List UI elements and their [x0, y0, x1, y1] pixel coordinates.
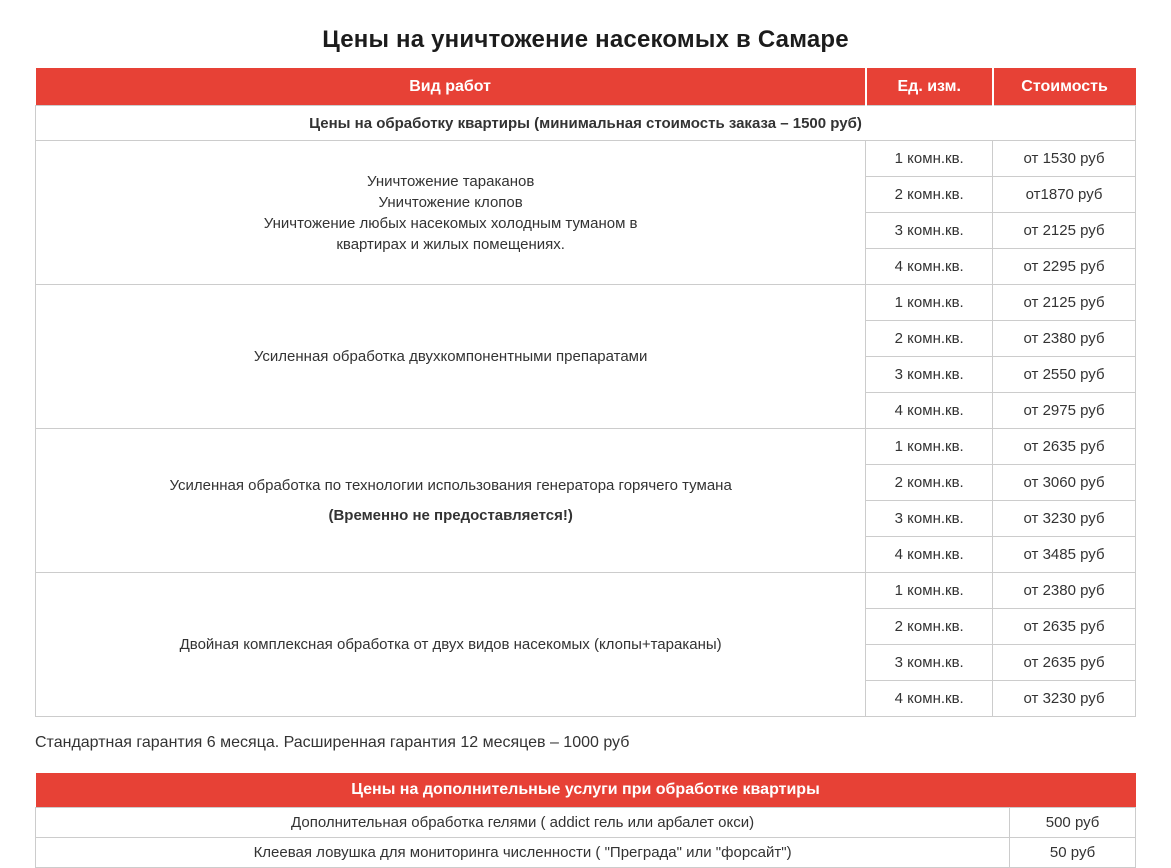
service-description-line: квартирах и жилых помещениях. [336, 235, 565, 253]
unit-cell: 2 комн.кв. [866, 321, 993, 357]
service-description [46, 346, 855, 367]
price-cell: от 2550 руб [993, 357, 1136, 393]
section-header: Цены на обработку квартиры (минимальная стоимость заказа – 1500 руб) [36, 106, 1136, 141]
price-cell: от 2125 руб [993, 285, 1136, 321]
price-cell: от1870 руб [993, 177, 1136, 213]
service-description-line: Двойная комплексная обработка от двух видов насекомых (клопы+тараканы) [179, 636, 722, 653]
price-cell: от 2380 руб [993, 321, 1136, 357]
extra-service-cell: Дополнительная обработка гелями ( addict гель или арбалет окси) [36, 808, 1010, 838]
extras-price-table [35, 773, 1136, 868]
service-description-cell [36, 429, 866, 573]
column-header-price: Стоимость [993, 68, 1136, 106]
service-description-line: Усиленная обработка по технологии использования генератора горячего тумана [169, 477, 732, 494]
unit-cell: 1 комн.кв. [866, 429, 993, 465]
unit-cell: 1 комн.кв. [866, 141, 993, 177]
price-cell: от 2295 руб [993, 249, 1136, 285]
price-cell: от 3485 руб [993, 537, 1136, 573]
price-cell: от 2635 руб [993, 609, 1136, 645]
price-cell: от 2635 руб [993, 645, 1136, 681]
unit-cell: 1 комн.кв. [866, 573, 993, 609]
unit-cell: 4 комн.кв. [866, 249, 993, 285]
price-cell: 50 руб [1010, 838, 1136, 868]
service-description [46, 475, 855, 496]
service-description-cell [36, 285, 866, 429]
table-row [36, 838, 1136, 868]
price-cell: от 1530 руб [993, 141, 1136, 177]
main-price-table [35, 68, 1136, 717]
unit-cell: 2 комн.кв. [866, 177, 993, 213]
price-cell: от 2975 руб [993, 393, 1136, 429]
unit-cell: 3 комн.кв. [866, 501, 993, 537]
service-unavailable-note: (Временно не предоставляется!) [328, 507, 573, 524]
table-row [36, 429, 1136, 465]
extra-service-cell: Клеевая ловушка для мониторинга численности ( "Преграда" или "форсайт") [36, 838, 1010, 868]
unit-cell: 3 комн.кв. [866, 213, 993, 249]
unit-cell: 4 комн.кв. [866, 537, 993, 573]
price-cell: от 2380 руб [993, 573, 1136, 609]
price-cell: от 2635 руб [993, 429, 1136, 465]
extras-table-header-row [36, 773, 1136, 808]
unit-cell: 2 комн.кв. [866, 609, 993, 645]
page-title: Цены на уничтожение насекомых в Самаре [322, 26, 849, 53]
page [0, 26, 1171, 861]
table-row [36, 808, 1136, 838]
service-description-line: Уничтожение клопов [378, 193, 523, 211]
unit-cell: 3 комн.кв. [866, 645, 993, 681]
service-description-cell [36, 141, 866, 285]
service-description-line: Уничтожение тараканов [366, 172, 535, 190]
table-row [36, 285, 1136, 321]
price-cell: от 3230 руб [993, 501, 1136, 537]
service-description-line: Усиленная обработка двухкомпонентными препаратами [253, 348, 648, 365]
unit-cell: 4 комн.кв. [866, 393, 993, 429]
section-header-row [36, 106, 1136, 141]
price-cell: от 2125 руб [993, 213, 1136, 249]
service-description [46, 634, 855, 655]
service-description-cell [36, 573, 866, 717]
unit-cell: 2 комн.кв. [866, 465, 993, 501]
table-row [36, 141, 1136, 177]
unit-cell: 3 комн.кв. [866, 357, 993, 393]
price-cell: от 3230 руб [993, 681, 1136, 717]
service-description [46, 171, 855, 255]
content-area [35, 68, 1136, 868]
unit-cell: 4 комн.кв. [866, 681, 993, 717]
column-header-unit: Ед. изм. [866, 68, 993, 106]
column-header-work-type: Вид работ [36, 68, 866, 106]
main-table-header-row [36, 68, 1136, 106]
guarantee-note: Стандартная гарантия 6 месяца. Расширенная гарантия 12 месяцев – 1000 руб [35, 734, 630, 751]
price-cell: 500 руб [1010, 808, 1136, 838]
extras-table-header: Цены на дополнительные услуги при обработке квартиры [36, 773, 1136, 808]
table-row [36, 573, 1136, 609]
service-description-line: Уничтожение любых насекомых холодным туманом в [263, 214, 638, 232]
unit-cell: 1 комн.кв. [866, 285, 993, 321]
price-cell: от 3060 руб [993, 465, 1136, 501]
